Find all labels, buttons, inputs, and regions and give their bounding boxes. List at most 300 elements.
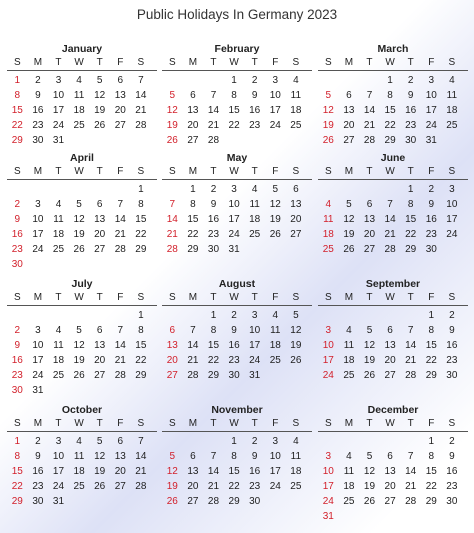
date-cell: 6	[190, 90, 196, 101]
date-cell: 29	[187, 244, 199, 255]
date-cell: 3	[272, 436, 279, 447]
weekday-label: T	[210, 418, 217, 429]
week-row	[162, 338, 312, 353]
date-cell: 17	[269, 105, 281, 116]
weekday-label: T	[55, 57, 62, 68]
date-cell: 2	[231, 310, 237, 321]
sunday-date-cell: 1	[14, 75, 21, 86]
date-cell: 26	[363, 496, 376, 507]
weekday-label: T	[210, 166, 217, 177]
date-cell	[421, 509, 442, 524]
sunday-date-cell: 22	[11, 120, 23, 131]
sunday-date-cell	[318, 434, 339, 449]
date-cell	[183, 73, 204, 88]
date-cell: 19	[290, 340, 302, 351]
date-cell: 22	[228, 481, 240, 492]
weekday-label: W	[74, 57, 84, 68]
date-cell	[286, 133, 307, 148]
date-cell: 6	[387, 325, 393, 336]
date-cell: 20	[114, 105, 126, 116]
sunday-date-cell: 16	[11, 355, 23, 366]
date-cell: 11	[53, 214, 64, 225]
date-cell: 22	[425, 481, 437, 492]
date-cell: 21	[405, 481, 417, 492]
month-name: December	[367, 404, 419, 416]
date-cell: 16	[425, 214, 437, 225]
weekday-header-row	[162, 291, 312, 306]
date-cell: 26	[94, 120, 106, 131]
date-cell: 14	[135, 90, 147, 101]
date-cell: 3	[272, 75, 279, 86]
week-row	[318, 182, 468, 197]
date-cell: 16	[405, 105, 417, 116]
date-cell: 28	[384, 244, 396, 255]
date-cell	[69, 383, 90, 398]
week-row	[318, 308, 468, 323]
date-cell: 21	[207, 481, 220, 492]
sunday-date-cell: 28	[166, 244, 178, 255]
week-row	[318, 242, 468, 257]
week-row	[318, 449, 468, 464]
date-cell: 1	[428, 436, 435, 447]
month-october	[7, 403, 157, 509]
weekday-label: S	[448, 292, 456, 303]
week-row	[7, 494, 157, 509]
date-cell: 8	[138, 199, 144, 210]
date-cell: 3	[428, 75, 435, 86]
week-row	[318, 323, 468, 338]
week-row	[162, 73, 312, 88]
weekday-label: S	[137, 418, 145, 429]
date-cell: 23	[32, 481, 44, 492]
weekday-label: S	[448, 166, 456, 177]
date-cell: 8	[428, 451, 435, 462]
date-cell: 5	[96, 75, 103, 86]
date-cell: 2	[449, 436, 455, 447]
date-cell: 13	[94, 340, 106, 351]
month-august	[162, 277, 312, 383]
sunday-date-cell: 5	[325, 90, 332, 101]
date-cell: 15	[425, 466, 437, 477]
week-row	[7, 242, 157, 257]
weekday-header-row	[318, 56, 468, 71]
date-cell	[339, 73, 360, 88]
date-cell: 25	[52, 244, 65, 255]
weekday-label: F	[117, 418, 124, 429]
date-cell: 20	[187, 481, 199, 492]
date-cell: 7	[117, 199, 124, 210]
week-row	[162, 323, 312, 338]
date-cell: 4	[346, 451, 352, 462]
weekday-header-row	[7, 417, 157, 432]
sunday-date-cell: 24	[322, 496, 334, 507]
date-cell: 8	[231, 90, 237, 101]
sunday-date-cell: 24	[322, 370, 334, 381]
date-cell: 10	[269, 90, 281, 101]
week-row	[318, 118, 468, 133]
date-cell: 13	[290, 199, 302, 210]
weekday-label: S	[137, 292, 145, 303]
date-cell	[28, 257, 49, 272]
weekday-label: F	[428, 418, 435, 429]
date-cell: 24	[425, 120, 437, 131]
weekday-header-row	[318, 291, 468, 306]
date-cell: 6	[117, 75, 124, 86]
date-cell: 18	[343, 481, 355, 492]
date-cell: 26	[94, 481, 106, 492]
date-cell	[286, 494, 307, 509]
date-cell	[28, 182, 49, 197]
date-cell: 29	[228, 496, 240, 507]
weekday-label: F	[117, 57, 124, 68]
sunday-date-cell: 8	[14, 451, 21, 462]
date-cell: 18	[73, 466, 85, 477]
date-cell: 14	[114, 340, 126, 351]
date-cell: 23	[425, 229, 437, 240]
date-cell: 9	[251, 451, 258, 462]
date-cell: 11	[73, 90, 85, 101]
sunday-date-cell: 26	[166, 135, 178, 146]
date-cell: 28	[207, 135, 220, 146]
week-row	[7, 133, 157, 148]
date-cell: 8	[138, 325, 144, 336]
sunday-date-cell	[162, 308, 183, 323]
date-cell: 28	[405, 496, 417, 507]
date-cell: 10	[52, 451, 65, 462]
date-cell	[48, 383, 69, 398]
sunday-date-cell: 4	[325, 199, 332, 210]
date-cell: 9	[231, 325, 237, 336]
date-cell: 20	[94, 355, 106, 366]
sunday-date-cell: 3	[325, 325, 332, 336]
date-cell: 1	[138, 184, 144, 195]
date-cell: 25	[343, 496, 355, 507]
sunday-date-cell	[162, 73, 183, 88]
date-cell: 3	[55, 436, 62, 447]
week-row	[7, 383, 157, 398]
date-cell	[265, 368, 286, 383]
week-row	[318, 88, 468, 103]
sunday-date-cell: 22	[11, 481, 23, 492]
sunday-date-cell: 17	[322, 355, 334, 366]
date-cell: 27	[187, 135, 199, 146]
sunday-date-cell: 3	[325, 451, 332, 462]
date-cell: 3	[449, 184, 455, 195]
date-cell: 19	[73, 229, 85, 240]
date-cell: 26	[73, 370, 85, 381]
date-cell: 8	[407, 199, 414, 210]
date-cell: 7	[210, 90, 217, 101]
date-cell: 19	[363, 481, 376, 492]
weekday-label: M	[33, 292, 43, 303]
date-cell: 28	[114, 370, 126, 381]
date-cell	[131, 133, 152, 148]
date-cell: 13	[343, 105, 355, 116]
date-cell: 9	[407, 90, 414, 101]
weekday-label: S	[448, 57, 456, 68]
date-cell: 19	[73, 355, 85, 366]
date-cell: 15	[425, 340, 437, 351]
week-row	[7, 323, 157, 338]
date-cell: 22	[384, 120, 396, 131]
date-cell: 27	[94, 370, 106, 381]
sunday-date-cell: 21	[166, 229, 178, 240]
date-cell: 7	[366, 90, 373, 101]
weekday-label: F	[272, 166, 279, 177]
sunday-date-cell: 30	[11, 259, 23, 270]
date-cell: 17	[228, 214, 240, 225]
date-cell: 9	[35, 90, 41, 101]
date-cell: 1	[407, 184, 414, 195]
weekday-label: M	[188, 418, 198, 429]
date-cell: 16	[32, 466, 44, 477]
date-cell	[339, 509, 360, 524]
date-cell: 19	[94, 466, 106, 477]
date-cell	[131, 257, 152, 272]
week-row	[7, 118, 157, 133]
date-cell: 14	[207, 466, 220, 477]
weekday-label: M	[344, 292, 354, 303]
month-name: October	[61, 404, 103, 416]
week-row	[7, 308, 157, 323]
date-cell: 2	[210, 184, 217, 195]
week-row	[7, 88, 157, 103]
sunday-date-cell: 2	[14, 325, 21, 336]
date-cell	[69, 257, 90, 272]
date-cell: 18	[73, 105, 85, 116]
date-cell: 26	[343, 244, 355, 255]
date-cell: 10	[228, 199, 240, 210]
date-cell: 25	[73, 481, 85, 492]
date-cell: 8	[387, 90, 393, 101]
date-cell	[69, 133, 90, 148]
date-cell: 14	[363, 105, 376, 116]
date-cell: 25	[290, 481, 302, 492]
date-cell	[286, 242, 307, 257]
weekday-label: S	[292, 292, 300, 303]
date-cell: 7	[190, 325, 196, 336]
weekday-label: S	[448, 418, 456, 429]
date-cell: 15	[207, 340, 220, 351]
weekday-label: S	[13, 292, 21, 303]
sunday-date-cell	[318, 73, 339, 88]
date-cell: 30	[32, 496, 44, 507]
date-cell: 16	[446, 466, 458, 477]
weekday-label: S	[13, 57, 21, 68]
date-cell: 29	[405, 244, 417, 255]
date-cell: 15	[228, 466, 240, 477]
date-cell: 7	[138, 436, 144, 447]
date-cell: 8	[428, 325, 435, 336]
date-cell: 24	[32, 370, 44, 381]
weekday-label: T	[251, 57, 258, 68]
date-cell: 8	[210, 325, 217, 336]
week-row	[7, 368, 157, 383]
date-cell: 24	[269, 120, 281, 131]
sunday-date-cell: 12	[322, 105, 334, 116]
date-cell: 17	[269, 466, 281, 477]
date-cell: 13	[114, 451, 126, 462]
date-cell: 3	[55, 75, 62, 86]
date-cell: 21	[114, 355, 126, 366]
weekday-label: M	[188, 57, 198, 68]
week-row	[318, 368, 468, 383]
date-cell: 20	[384, 355, 396, 366]
weekday-label: F	[272, 57, 279, 68]
date-cell: 10	[52, 90, 65, 101]
weekday-label: F	[428, 292, 435, 303]
date-cell: 9	[449, 325, 455, 336]
date-cell: 5	[366, 451, 373, 462]
date-cell: 15	[228, 105, 240, 116]
date-cell: 29	[425, 496, 437, 507]
week-row	[162, 464, 312, 479]
date-cell: 5	[76, 199, 82, 210]
weekday-label: W	[74, 166, 84, 177]
date-cell: 11	[73, 451, 85, 462]
week-row	[7, 353, 157, 368]
date-cell: 27	[363, 244, 376, 255]
date-cell	[89, 383, 110, 398]
date-cell: 30	[228, 370, 240, 381]
date-cell: 24	[249, 355, 261, 366]
sunday-date-cell: 10	[322, 340, 334, 351]
date-cell: 9	[428, 199, 435, 210]
sunday-date-cell: 11	[323, 214, 334, 225]
weekday-label: W	[385, 292, 395, 303]
weekday-label: T	[407, 57, 414, 68]
date-cell: 3	[35, 199, 41, 210]
date-cell	[359, 509, 380, 524]
sunday-date-cell: 12	[166, 466, 178, 477]
date-cell: 22	[187, 229, 199, 240]
weekday-header-row	[7, 165, 157, 180]
date-cell: 14	[207, 105, 220, 116]
week-row	[318, 434, 468, 449]
date-cell: 2	[449, 310, 455, 321]
date-cell: 31	[32, 385, 44, 396]
date-cell: 7	[138, 75, 144, 86]
date-cell: 17	[52, 466, 65, 477]
week-row	[7, 434, 157, 449]
date-cell: 12	[94, 451, 106, 462]
date-cell: 19	[343, 229, 355, 240]
week-row	[162, 494, 312, 509]
date-cell: 28	[405, 370, 417, 381]
date-cell: 4	[293, 436, 299, 447]
date-cell: 18	[343, 355, 355, 366]
date-cell: 17	[446, 214, 458, 225]
sunday-date-cell: 26	[322, 135, 334, 146]
date-cell	[442, 133, 463, 148]
date-cell: 21	[384, 229, 396, 240]
date-cell: 2	[251, 75, 258, 86]
sunday-date-cell: 27	[166, 370, 178, 381]
weekday-label: M	[33, 57, 43, 68]
month-december	[318, 403, 468, 524]
week-row	[162, 353, 312, 368]
sunday-date-cell: 15	[11, 105, 23, 116]
date-cell: 17	[52, 105, 65, 116]
date-cell: 12	[94, 90, 106, 101]
date-cell: 24	[446, 229, 458, 240]
week-row	[162, 368, 312, 383]
date-cell: 16	[249, 466, 261, 477]
date-cell: 29	[135, 370, 147, 381]
week-row	[162, 197, 312, 212]
sunday-date-cell: 30	[11, 385, 23, 396]
date-cell	[89, 182, 110, 197]
weekday-label: W	[385, 418, 395, 429]
week-row	[318, 103, 468, 118]
sunday-date-cell: 20	[166, 355, 178, 366]
weekday-label: S	[13, 418, 21, 429]
date-cell: 16	[446, 340, 458, 351]
date-cell: 1	[190, 184, 196, 195]
date-cell: 27	[94, 244, 106, 255]
date-cell	[359, 73, 380, 88]
month-name: May	[226, 152, 248, 164]
weekday-label: W	[229, 418, 239, 429]
date-cell: 21	[135, 105, 147, 116]
date-cell	[110, 257, 131, 272]
sunday-date-cell: 23	[11, 370, 23, 381]
month-name: November	[211, 404, 263, 416]
date-cell: 2	[251, 436, 258, 447]
date-cell: 23	[446, 481, 458, 492]
weekday-label: T	[366, 57, 373, 68]
weekday-label: F	[428, 166, 435, 177]
date-cell: 18	[52, 229, 65, 240]
week-row	[162, 449, 312, 464]
date-cell: 19	[94, 105, 106, 116]
weekday-label: W	[385, 57, 395, 68]
date-cell: 4	[76, 436, 82, 447]
date-cell: 2	[35, 436, 41, 447]
week-row	[162, 103, 312, 118]
date-cell	[89, 308, 110, 323]
date-cell: 31	[249, 370, 261, 381]
date-cell: 6	[387, 451, 393, 462]
date-cell: 27	[290, 229, 302, 240]
weekday-label: S	[168, 292, 176, 303]
date-cell: 6	[293, 184, 299, 195]
date-cell: 7	[117, 325, 124, 336]
date-cell	[359, 434, 380, 449]
date-cell: 29	[207, 370, 220, 381]
weekday-label: S	[292, 57, 300, 68]
date-cell: 20	[114, 466, 126, 477]
date-cell: 27	[114, 481, 126, 492]
sunday-date-cell: 19	[166, 481, 178, 492]
date-cell: 5	[96, 436, 103, 447]
date-cell: 3	[35, 325, 41, 336]
sunday-date-cell: 5	[169, 451, 176, 462]
weekday-label: M	[188, 166, 198, 177]
date-cell	[48, 257, 69, 272]
weekday-label: S	[168, 57, 176, 68]
date-cell: 27	[187, 496, 199, 507]
date-cell	[339, 308, 360, 323]
date-cell: 2	[407, 75, 414, 86]
sunday-date-cell	[7, 182, 28, 197]
date-cell: 4	[293, 75, 299, 86]
date-cell: 12	[343, 214, 355, 225]
date-cell: 15	[187, 214, 199, 225]
date-cell	[380, 434, 401, 449]
date-cell: 10	[32, 340, 44, 351]
date-cell	[224, 133, 245, 148]
